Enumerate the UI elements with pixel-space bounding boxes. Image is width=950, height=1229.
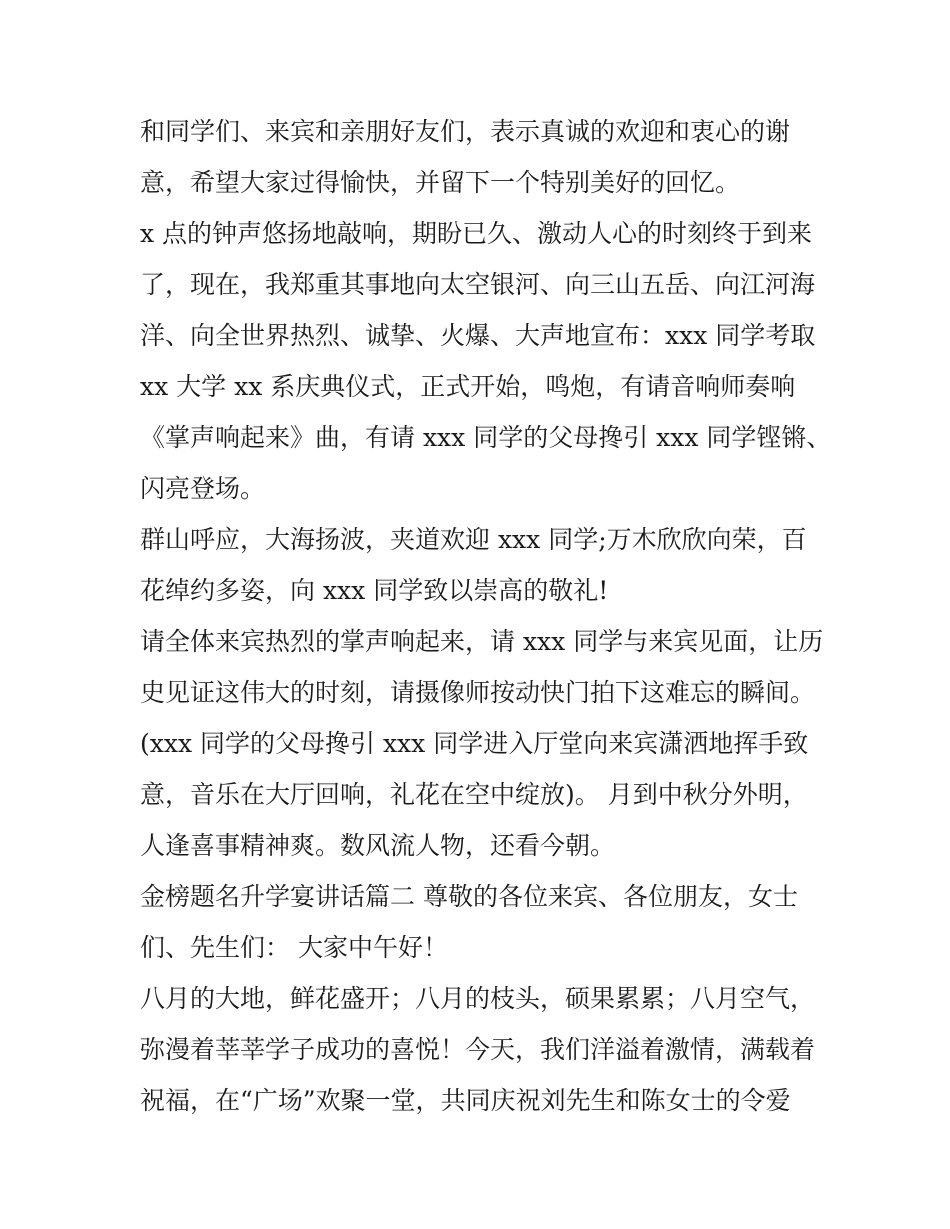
text-line: 请全体来宾热烈的掌声响起来，请 xxx 同学与来宾见面，让历: [140, 627, 824, 656]
text-line: x 点的钟声悠扬地敲响，期盼已久、激动人心的时刻终于到来: [140, 219, 813, 248]
text-line: 群山呼应，大海扬波，夹道欢迎 xxx 同学;万木欣欣向荣，百: [140, 525, 807, 554]
text-line: 意，希望大家过得愉快，并留下一个特别美好的回忆。: [140, 168, 741, 197]
text-line: 洋、向全世界热烈、诚挚、火爆、大声地宣布：xxx 同学考取: [140, 321, 816, 350]
text-line: 人逢喜事精神爽。数风流人物，还看今朝。: [140, 831, 616, 860]
text-line: 八月的大地，鲜花盛开；八月的枝头，硕果累累；八月空气，: [140, 984, 816, 1013]
text-line: 们、先生们： 大家中午好！: [140, 933, 448, 962]
document-body: [140, 106, 832, 1126]
text-line: 闪亮登场。: [140, 474, 266, 503]
text-line: 了，现在，我郑重其事地向太空银河、向三山五岳、向江河海: [140, 270, 816, 299]
text-line: 金榜题名升学宴讲话篇二 尊敬的各位来宾、各位朋友，女士: [140, 882, 798, 911]
text-line: 史见证这伟大的时刻，请摄像师按动快门拍下这难忘的瞬间。: [140, 678, 816, 707]
text-line: xx 大学 xx 系庆典仪式，正式开始，鸣炮，有请音响师奏响: [140, 372, 796, 401]
text-line: 《掌声响起来》曲，有请 xxx 同学的父母搀引 xxx 同学铿锵、: [140, 423, 832, 452]
text-line: 意，音乐在大厅回响，礼花在空中绽放)。 月到中秋分外明，: [140, 780, 808, 809]
text-line: 祝福，在“广场”欢聚一堂，共同庆祝刘先生和陈女士的令爱: [140, 1086, 791, 1115]
text-line: 和同学们、来宾和亲朋好友们，表示真诚的欢迎和衷心的谢: [140, 117, 791, 146]
text-line: 弥漫着莘莘学子成功的喜悦！今天，我们洋溢着激情，满载着: [140, 1035, 816, 1064]
text-line: 花绰约多姿，向 xxx 同学致以崇高的敬礼!: [140, 576, 609, 605]
text-line: (xxx 同学的父母搀引 xxx 同学进入厅堂向来宾潇洒地挥手致: [140, 729, 809, 758]
